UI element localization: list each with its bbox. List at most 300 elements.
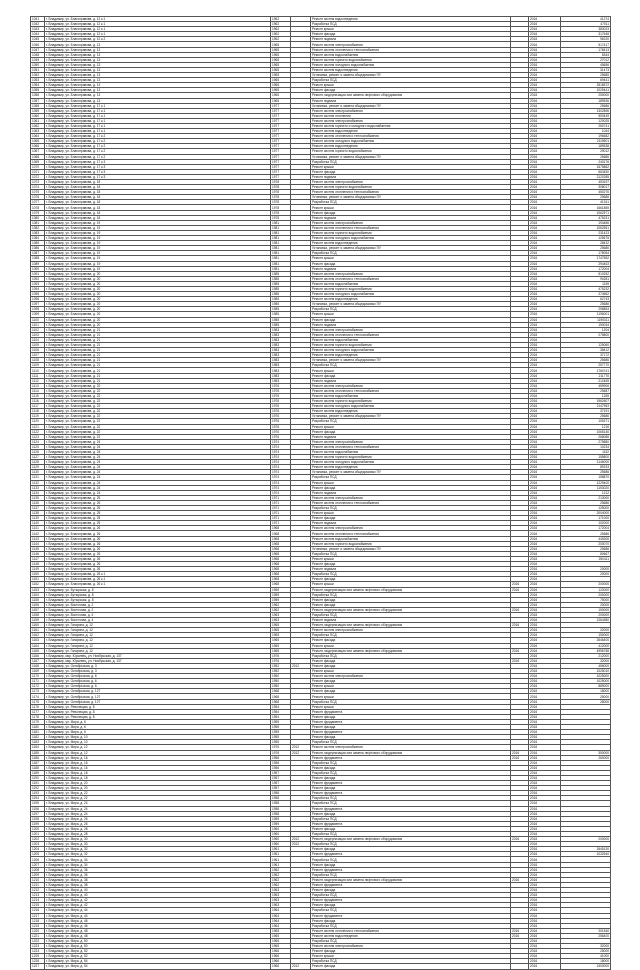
cell-row-id: 1176 (31, 704, 45, 709)
cell-plan-year: 2016 (511, 755, 529, 760)
cell-address: г. Владимир, ул. Благонравова, д. 17 к.3 (45, 159, 271, 164)
cell-build-year: 1974 (271, 439, 291, 444)
cell-amount: 553449 (561, 113, 611, 118)
cell-target-year: 2016 (529, 419, 561, 424)
cell-address: г. Владимир, ул. Благонравова, д. 13 (45, 42, 271, 47)
cell-row-id: 1125 (31, 444, 45, 449)
cell-row-id: 1096 (31, 297, 45, 302)
cell-target-year: 2016 (529, 251, 561, 256)
cell-work-type: Ремонт, модернизация или замена лифтового оборудования (311, 648, 511, 653)
cell-address: г. Владимир, ул. Мира, д. 42 (45, 898, 271, 903)
cell-address: г. Владимир, ул. Благонравова, д. 24 (45, 480, 271, 485)
cell-target-year: 2016 (529, 144, 561, 149)
cell-target-year: 2016 (529, 292, 561, 297)
cell-amount: 28432 (561, 241, 611, 246)
cell-target-year: 2016 (529, 562, 561, 567)
cell-row-id: 1172 (31, 684, 45, 689)
cell-build-year: 1981 (271, 256, 291, 261)
cell-target-year: 2016 (529, 903, 561, 908)
cell-build-year: 1976 (271, 409, 291, 414)
cell-build-year: 1966 (271, 949, 291, 954)
cell-row-id: 1065 (31, 139, 45, 144)
cell-build-year: 1971 (271, 500, 291, 505)
cell-plan-year: 2016 (511, 623, 529, 628)
cell-work-type: Установка, ремонт и замена общедомовых ПУ (311, 103, 511, 108)
cell-address: г. Владимир, ул. Мира, д. 16 (45, 760, 271, 765)
cell-target-year: 2016 (529, 444, 561, 449)
cell-target-year: 2016 (529, 898, 561, 903)
cell-work-type: Ремонт систем холодного водоснабжения (311, 460, 511, 465)
cell-row-id: 1169 (31, 669, 45, 674)
cell-work-type: Ремонт систем электроснабжения (311, 628, 511, 633)
cell-work-type: Ремонт фасада (311, 765, 511, 770)
cell-row-id: 1088 (31, 256, 45, 261)
cell-work-type: Установка, ремонт и замена общедомовых ПУ (311, 73, 511, 78)
cell-build-year: 1985 (271, 302, 291, 307)
cell-address: г. Владимир, ул. Благонравова, д. 18 (45, 205, 271, 210)
cell-build-year: 1977 (271, 154, 291, 159)
cell-address: г. Владимир, ул. Благонравова, д. 19 (45, 246, 271, 251)
cell-build-year: 1983 (271, 363, 291, 368)
cell-address: г. Владимир, ул. Благонравова, д. 12 к.1 (45, 17, 271, 22)
cell-amount: 1661855 (561, 205, 611, 210)
cell-work-type: Ремонт систем водоотведения (311, 465, 511, 470)
cell-target-year: 2016 (529, 888, 561, 893)
cell-build-year: 1968 (271, 546, 291, 551)
cell-work-type: Ремонт фасада (311, 638, 511, 643)
cell-work-type: Ремонт фасада (311, 88, 511, 93)
cell-target-year: 2016 (529, 587, 561, 592)
cell-build-year: 1977 (271, 149, 291, 154)
cell-row-id: 1211 (31, 882, 45, 887)
cell-plan-year (511, 964, 529, 969)
cell-target-year: 2016 (529, 424, 561, 429)
cell-build-year: 1966 (271, 964, 291, 969)
cell-target-year: 2016 (529, 317, 561, 322)
cell-row-id: 1173 (31, 689, 45, 694)
cell-build-year: 1957 (271, 786, 291, 791)
cell-address: г. Владимир, ул. Благонравова, д. 18 (45, 180, 271, 185)
cell-target-year: 2016 (529, 847, 561, 852)
cell-target-year: 2016 (529, 893, 561, 898)
cell-amount: 1675862 (561, 164, 611, 169)
cell-target-year: 2016 (529, 343, 561, 348)
cell-target-year: 2016 (529, 516, 561, 521)
cell-build-year: 1964 (271, 923, 291, 928)
cell-amount: 31473 (561, 67, 611, 72)
cell-amount: 213000 (561, 495, 611, 500)
cell-target-year: 2016 (529, 944, 561, 949)
cell-target-year: 2016 (529, 760, 561, 765)
cell-work-type: Ремонт систем отопления и теплоснабжения (311, 388, 511, 393)
cell-address: г. Владимир, ул. Благонравова, д. 26 к.1 (45, 582, 271, 587)
cell-work-type: Ремонт подвала (311, 215, 511, 220)
cell-target-year: 2016 (529, 730, 561, 735)
cell-address: г. Владимир, ул. Благонравова, д. 24 (45, 465, 271, 470)
cell-target-year: 2016 (529, 246, 561, 251)
cell-target-year: 2016 (529, 648, 561, 653)
cell-work-type: Ремонт систем водоснабжения (311, 393, 511, 398)
cell-address: г. Владимир, ул. Мира, д. 52 (45, 949, 271, 954)
cell-row-id: 1160 (31, 623, 45, 628)
cell-work-type: Ремонт фасада (311, 317, 511, 322)
cell-target-year: 2016 (529, 506, 561, 511)
cell-work-type: Ремонт систем отопления и теплоснабжения (311, 444, 511, 449)
cell-work-type: Ремонт фасада (311, 658, 511, 663)
cell-amount: 25686 (561, 358, 611, 363)
cell-row-id: 1157 (31, 607, 45, 612)
cell-row-id: 1168 (31, 663, 45, 668)
cell-row-id: 1181 (31, 730, 45, 735)
cell-work-type: Ремонт систем электроснабжения (311, 327, 511, 332)
cell-target-year: 2016 (529, 913, 561, 918)
cell-build-year: 1976 (271, 745, 291, 750)
cell-row-id: 1090 (31, 266, 45, 271)
cell-address: г. Владимир, ул. Благонравова, д. 22 (45, 414, 271, 419)
cell-address: г. Владимир, ул. Благонравова, д. 19 (45, 251, 271, 256)
cell-address: г. Владимир, ул. Мира, д. 24 (45, 801, 271, 806)
cell-build-year: 1974 (271, 449, 291, 454)
cell-work-type: Ремонт систем электроснабжения (311, 180, 511, 185)
cell-address: г. Владимир, ул. Благонравова, д. 26 к.1 (45, 577, 271, 582)
cell-address: г. Владимир, ул. Благонравова, д. 21 (45, 348, 271, 353)
cell-build-year: 1965 (271, 933, 291, 938)
cell-work-type: Ремонт систем отопления и теплоснабжения (311, 134, 511, 139)
cell-build-year: 1968 (271, 536, 291, 541)
cell-amount: 41000 (561, 954, 611, 959)
cell-work-type: Установка, ремонт и замена общедомовых ПУ (311, 302, 511, 307)
cell-build-year: 1968 (271, 572, 291, 577)
cell-build-year: 1985 (271, 281, 291, 286)
cell-address: г. Владимир, ул. Благонравова, д. 19 (45, 241, 271, 246)
cell-target-year: 2016 (529, 602, 561, 607)
cell-work-type: Ремонт систем электроснабжения (311, 42, 511, 47)
cell-row-id: 1057 (31, 98, 45, 103)
cell-row-id: 1208 (31, 867, 45, 872)
cell-row-id: 1131 (31, 475, 45, 480)
cell-address: г. Владимир, ул. Благонравова, д. 25 (45, 516, 271, 521)
cell-address: г. Владимир, ул. Благонравова, д. 25 (45, 511, 271, 516)
cell-build-year: 1971 (271, 495, 291, 500)
cell-row-id: 1180 (31, 725, 45, 730)
cell-row-id: 1214 (31, 898, 45, 903)
cell-build-year: 1954 (271, 709, 291, 714)
cell-row-id: 1075 (31, 190, 45, 195)
cell-amount: 18000 (561, 959, 611, 964)
cell-amount: 2518572 (561, 83, 611, 88)
cell-address: г. Владимир, ул. Благонравова, д. 20 (45, 271, 271, 276)
cell-build-year: 1958 (271, 801, 291, 806)
cell-amount: 25686 (561, 500, 611, 505)
cell-amount: 200000 (561, 612, 611, 617)
cell-row-id: 1200 (31, 826, 45, 831)
cell-build-year: 1983 (271, 327, 291, 332)
cell-build-year: 1985 (271, 276, 291, 281)
cell-build-year: 1963 (271, 618, 291, 623)
cell-target-year: 2016 (529, 546, 561, 551)
cell-build-year: 1977 (271, 164, 291, 169)
cell-row-id: 1192 (31, 786, 45, 791)
cell-work-type: Установка, ремонт и замена общедомовых ПУ (311, 246, 511, 251)
cell-row-id: 1064 (31, 134, 45, 139)
cell-target-year: 2016 (529, 327, 561, 332)
cell-row-id: 1199 (31, 821, 45, 826)
cell-address: г. Владимир, ул. Благонравова, д. 18 (45, 200, 271, 205)
cell-address: г. Владимир, ул. Благонравова, д. 20 (45, 281, 271, 286)
cell-row-id: 1045 (31, 37, 45, 42)
cell-target-year: 2016 (529, 139, 561, 144)
cell-row-id: 1167 (31, 658, 45, 663)
cell-target-year: 2016 (529, 164, 561, 169)
cell-work-type: Установка, ремонт и замена общедомовых ПУ (311, 195, 511, 200)
cell-work-type: Ремонт фасада (311, 32, 511, 37)
cell-row-id: 1216 (31, 908, 45, 913)
cell-build-year: 1974 (271, 465, 291, 470)
cell-target-year: 2016 (529, 57, 561, 62)
cell-address: г. Владимир, ул. Благонравова, д. 22 (45, 388, 271, 393)
cell-row-id: 1186 (31, 755, 45, 760)
cell-target-year: 2016 (529, 297, 561, 302)
cell-address: г. Владимир, ул. Благонравова, д. 13 (45, 83, 271, 88)
cell-row-id: 1095 (31, 292, 45, 297)
cell-work-type: Ремонт крыши (311, 312, 511, 317)
cell-work-type: Ремонт подвала (311, 567, 511, 572)
cell-amount: 194486 (561, 220, 611, 225)
cell-address: г. Владимир, ул. Благонравова, д. 17 к.2 (45, 154, 271, 159)
cell-address: г. Владимир, ул. Благонравова, д. 22 (45, 383, 271, 388)
cell-build-year: 1983 (271, 378, 291, 383)
cell-amount: 41341 (561, 200, 611, 205)
cell-work-type: Разработка ПСД (311, 816, 511, 821)
cell-target-year: 2016 (529, 623, 561, 628)
cell-amount: 25686 (561, 546, 611, 551)
cell-address: г. Владимир, ул. Мира, д. 22 (45, 796, 271, 801)
cell-work-type: Разработка ПСД (311, 699, 511, 704)
cell-address: г. Владимир, ул. Мира, д. 12 (45, 745, 271, 750)
cell-amount: 250411 (561, 556, 611, 561)
cell-target-year: 2016 (529, 684, 561, 689)
cell-target-year: 2016 (529, 607, 561, 612)
cell-amount: 20000 (561, 572, 611, 577)
cell-row-id: 1220 (31, 928, 45, 933)
cell-row-id: 1205 (31, 852, 45, 857)
cell-build-year: 1968 (271, 577, 291, 582)
cell-amount: 90281 (561, 276, 611, 281)
cell-amount: 294463 (561, 261, 611, 266)
cell-target-year: 2016 (529, 663, 561, 668)
cell-target-year: 2016 (529, 332, 561, 337)
cell-row-id: 1152 (31, 582, 45, 587)
cell-row-id: 1062 (31, 123, 45, 128)
cell-row-id: 1215 (31, 903, 45, 908)
cell-row-id: 1144 (31, 541, 45, 546)
cell-address: г. Владимир, ул. Благонравова, д. 22 (45, 393, 271, 398)
cell-row-id: 1166 (31, 653, 45, 658)
cell-target-year: 2016 (529, 73, 561, 78)
cell-address: г. Владимир, ул. Революции, д. 8 (45, 709, 271, 714)
cell-address: г. Владимир, ул. Мира, д. 44 (45, 913, 271, 918)
cell-amount: 453197 (561, 180, 611, 185)
cell-amount: 456000 (561, 663, 611, 668)
cell-build-year: 1968 (271, 567, 291, 572)
cell-plan-year: 2016 (511, 607, 529, 612)
cell-target-year: 2016 (529, 322, 561, 327)
cell-row-id: 1074 (31, 185, 45, 190)
cell-target-year: 2016 (529, 826, 561, 831)
cell-work-type: Ремонт систем холодного водоснабжения (311, 236, 511, 241)
cell-build-year: 1976 (271, 404, 291, 409)
cell-address: г. Владимир, ул. Октябрьская, д. 3 (45, 669, 271, 674)
cell-work-type: Ремонт систем отопления и теплоснабжения (311, 332, 511, 337)
cell-target-year: 2016 (529, 755, 561, 760)
cell-row-id: 1042 (31, 22, 45, 27)
cell-work-type: Ремонт фасада (311, 811, 511, 816)
cell-target-year: 2016 (529, 628, 561, 633)
cell-build-year: 1978 (271, 215, 291, 220)
cell-address: г. Владимир, ул. Мира, д. 54 (45, 959, 271, 964)
cell-address: г. Владимир, ул. Мира, д. 16 (45, 755, 271, 760)
cell-build-year: 1966 (271, 959, 291, 964)
cell-row-id: 1110 (31, 368, 45, 373)
cell-address: г. Владимир, ул. Благонравова, д. 24 (45, 460, 271, 465)
cell-build-year: 1983 (271, 353, 291, 358)
cell-address: г. Владимир, ул. Благонравова, д. 25 (45, 521, 271, 526)
cell-target-year: 2016 (529, 393, 561, 398)
cell-address: г. Владимир, мкр. Юрьевец, ул. Ноябрьская, д. 137 (45, 653, 271, 658)
cell-renovation-year: 2012 (291, 837, 311, 842)
cell-target-year: 2016 (529, 134, 561, 139)
cell-work-type: Разработка ПСД (311, 592, 511, 597)
cell-work-type: Ремонт фасада (311, 169, 511, 174)
cell-work-type: Ремонт систем холодного водоснабжения (311, 348, 511, 353)
cell-work-type: Ремонт систем горячего водоснабжения (311, 185, 511, 190)
cell-address: г. Владимир, ул. Благонравова, д. 20 (45, 307, 271, 312)
cell-build-year: 1965 (271, 928, 291, 933)
cell-build-year: 1977 (271, 118, 291, 123)
cell-target-year: 2016 (529, 373, 561, 378)
cell-row-id: 1188 (31, 765, 45, 770)
cell-build-year: 1963 (271, 903, 291, 908)
cell-row-id: 1063 (31, 129, 45, 134)
cell-amount: 2400000 (561, 964, 611, 969)
cell-amount: 189538 (561, 144, 611, 149)
cell-row-id: 1184 (31, 745, 45, 750)
cell-amount: 25686 (561, 154, 611, 159)
cell-target-year: 2016 (529, 103, 561, 108)
cell-row-id: 1128 (31, 460, 45, 465)
cell-target-year: 2016 (529, 801, 561, 806)
cell-amount: 37172 (561, 353, 611, 358)
cell-row-id: 1069 (31, 159, 45, 164)
cell-target-year: 2016 (529, 256, 561, 261)
cell-address: г. Владимир, ул. Благонравова, д. 24 (45, 449, 271, 454)
cell-work-type: Ремонт фасада (311, 602, 511, 607)
cell-target-year: 2016 (529, 465, 561, 470)
cell-work-type: Ремонт фасада (311, 679, 511, 684)
cell-amount: 260741 (561, 123, 611, 128)
cell-build-year: 1983 (271, 332, 291, 337)
cell-work-type: Ремонт крыши (311, 256, 511, 261)
cell-row-id: 1080 (31, 215, 45, 220)
cell-target-year: 2016 (529, 266, 561, 271)
cell-build-year: 1981 (271, 251, 291, 256)
table-body (31, 17, 611, 970)
cell-build-year: 1960 (271, 837, 291, 842)
cell-row-id: 1100 (31, 317, 45, 322)
cell-target-year: 2016 (529, 149, 561, 154)
cell-target-year: 2016 (529, 954, 561, 959)
cell-work-type: Разработка ПСД (311, 363, 511, 368)
cell-row-id: 1150 (31, 572, 45, 577)
cell-build-year: 1981 (271, 236, 291, 241)
cell-amount: 89233 (561, 465, 611, 470)
cell-amount: 2645130 (561, 847, 611, 852)
cell-work-type: Ремонт фасада (311, 888, 511, 893)
cell-row-id: 1072 (31, 174, 45, 179)
cell-address: г. Владимир, ул. Благонравова, д. 17 к.1 (45, 129, 271, 134)
cell-target-year: 2016 (529, 108, 561, 113)
cell-address: г. Владимир, ул. Благонравова, д. 24 (45, 490, 271, 495)
cell-row-id: 1190 (31, 775, 45, 780)
cell-work-type: Ремонт систем водоснабжения (311, 281, 511, 286)
cell-build-year: 1962 (271, 607, 291, 612)
cell-row-id: 1213 (31, 893, 45, 898)
cell-amount: 2119501 (561, 139, 611, 144)
cell-plan-year: 2016 (511, 658, 529, 663)
cell-build-year: 1952 (271, 663, 291, 668)
cell-work-type: Ремонт систем отопления и теплоснабжения (311, 276, 511, 281)
cell-target-year: 2016 (529, 725, 561, 730)
cell-amount: 275800 (561, 332, 611, 337)
cell-target-year: 2016 (529, 261, 561, 266)
cell-work-type: Ремонт систем электроснабжения (311, 495, 511, 500)
cell-work-type: Ремонт крыши (311, 684, 511, 689)
cell-address: г. Владимир, ул. Благонравова, д. 24 (45, 475, 271, 480)
cell-amount: 275880 (561, 439, 611, 444)
cell-row-id: 1207 (31, 862, 45, 867)
cell-amount: 10234 (561, 444, 611, 449)
cell-address: г. Владимир, ул. Благонравова, д. 17 к.1 (45, 113, 271, 118)
cell-build-year: 1956 (271, 765, 291, 770)
cell-build-year: 1968 (271, 556, 291, 561)
cell-build-year: 1974 (271, 485, 291, 490)
cell-work-type: Ремонт фасада (311, 429, 511, 434)
cell-row-id: 1112 (31, 378, 45, 383)
cell-work-type: Ремонт фасада (311, 562, 511, 567)
cell-target-year: 2016 (529, 653, 561, 658)
cell-build-year: 1955 (271, 735, 291, 740)
cell-work-type: Ремонт крыши (311, 694, 511, 699)
cell-work-type: Ремонт крыши (311, 669, 511, 674)
cell-work-type: Ремонт фасада (311, 775, 511, 780)
cell-work-type: Ремонт систем электроснабжения (311, 944, 511, 949)
cell-target-year: 2016 (529, 964, 561, 969)
data-table (30, 16, 610, 970)
cell-work-type: Ремонт систем водоснабжения (311, 536, 511, 541)
cell-work-type: Ремонт фасада (311, 210, 511, 215)
cell-row-id: 1221 (31, 933, 45, 938)
cell-address: г. Владимир, ул. Мира, д. 20 (45, 786, 271, 791)
cell-row-id: 1120 (31, 419, 45, 424)
cell-build-year: 1959 (271, 587, 291, 592)
cell-build-year: 1974 (271, 444, 291, 449)
cell-row-id: 1156 (31, 602, 45, 607)
cell-target-year: 2016 (529, 215, 561, 220)
cell-work-type: Ремонт подвала (311, 174, 511, 179)
cell-target-year: 2016 (529, 180, 561, 185)
cell-amount: 102000 (561, 521, 611, 526)
cell-amount: 510252 (561, 271, 611, 276)
